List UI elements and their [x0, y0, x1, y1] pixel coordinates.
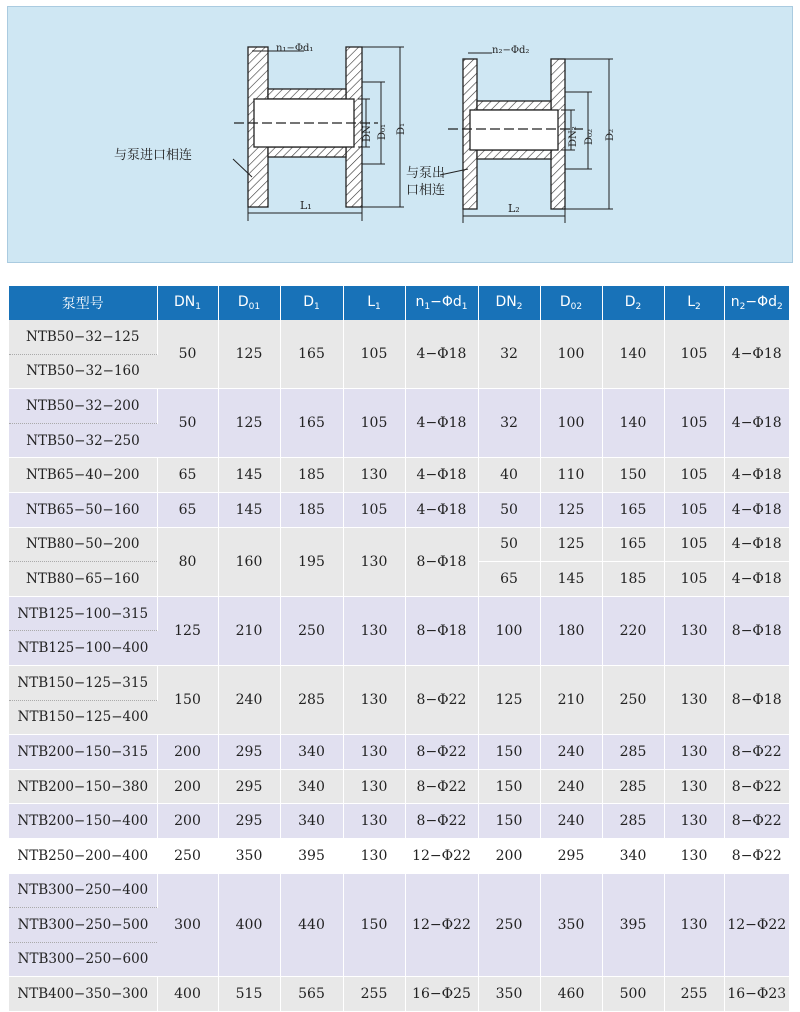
n1d1-cell: 4−Φ18 — [405, 492, 478, 527]
l2-cell: 130 — [664, 596, 724, 665]
l2-cell: 105 — [664, 562, 724, 597]
model-cell: NTB200−150−315 — [9, 735, 157, 770]
d1-cell: 195 — [280, 527, 343, 596]
model-cell: NTB200−150−400 — [9, 804, 157, 839]
n1d1-cell: 4−Φ18 — [405, 389, 478, 458]
l1-cell: 130 — [343, 458, 405, 493]
n2d2-cell: 4−Φ18 — [724, 320, 789, 389]
d02-cell: 350 — [540, 873, 602, 977]
dn2-cell: 50 — [478, 492, 540, 527]
dn2-cell: 50 — [478, 527, 540, 562]
d02-cell: 125 — [540, 527, 602, 562]
d02-cell: 100 — [540, 389, 602, 458]
model-cell: NTB300−250−600 — [9, 942, 157, 977]
model-cell: NTB125−100−315 — [9, 596, 157, 631]
n2d2-cell: 8−Φ22 — [724, 735, 789, 770]
dn1-cell: 200 — [157, 735, 218, 770]
l2-cell: 105 — [664, 320, 724, 389]
model-cell: NTB400−350−300 — [9, 977, 157, 1012]
n2d2-cell: 4−Φ18 — [724, 527, 789, 562]
n1d1-cell: 16−Φ25 — [405, 977, 478, 1012]
l2-label: L₂ — [508, 202, 520, 215]
column-header: $D_2$ — [602, 286, 664, 320]
model-cell: NTB50−32−250 — [9, 423, 157, 458]
table-row — [9, 977, 789, 1012]
model-cell: NTB300−250−500 — [9, 908, 157, 943]
d02-cell: 295 — [540, 838, 602, 873]
column-header: $L_2$ — [664, 286, 724, 320]
table-row — [9, 735, 789, 770]
d2-cell: 140 — [602, 389, 664, 458]
left-hole-label: n₁−Φd₁ — [276, 43, 314, 54]
l1-cell: 130 — [343, 735, 405, 770]
column-header: $n_2-\Phi d_2$ — [724, 286, 789, 320]
d1-cell: 440 — [280, 873, 343, 977]
d01-cell: 515 — [218, 977, 280, 1012]
flange-diagram — [8, 7, 792, 262]
d1-cell: 185 — [280, 492, 343, 527]
dn1-cell: 125 — [157, 596, 218, 665]
d1-cell: 340 — [280, 804, 343, 839]
d02-cell: 145 — [540, 562, 602, 597]
d02-cell: 460 — [540, 977, 602, 1012]
right-hole-label: n₂−Φd₂ — [492, 45, 530, 56]
d2-cell: 285 — [602, 735, 664, 770]
model-cell: NTB50−32−160 — [9, 354, 157, 389]
l2-cell: 105 — [664, 458, 724, 493]
table-row — [9, 769, 789, 804]
model-cell: NTB200−150−380 — [9, 769, 157, 804]
d01-cell: 295 — [218, 769, 280, 804]
l1-cell: 130 — [343, 596, 405, 665]
n1d1-cell: 8−Φ18 — [405, 527, 478, 596]
l2-cell: 130 — [664, 769, 724, 804]
l2-cell: 130 — [664, 735, 724, 770]
d01-cell: 240 — [218, 665, 280, 734]
dn1-cell: 300 — [157, 873, 218, 977]
l1-cell: 150 — [343, 873, 405, 977]
d2-cell: 150 — [602, 458, 664, 493]
l2-cell: 105 — [664, 492, 724, 527]
l2-cell: 255 — [664, 977, 724, 1012]
n1d1-cell: 8−Φ22 — [405, 804, 478, 839]
d01-cell: 295 — [218, 735, 280, 770]
d1-label: D₁ — [396, 122, 407, 135]
n1d1-cell: 8−Φ22 — [405, 769, 478, 804]
table-row — [9, 492, 789, 527]
d2-cell: 140 — [602, 320, 664, 389]
d2-cell: 285 — [602, 769, 664, 804]
d02-cell: 240 — [540, 769, 602, 804]
dn1-cell: 50 — [157, 389, 218, 458]
l1-cell: 105 — [343, 389, 405, 458]
d02-cell: 210 — [540, 665, 602, 734]
d2-cell: 395 — [602, 873, 664, 977]
column-header: 泵型号 — [9, 286, 157, 320]
d01-cell: 210 — [218, 596, 280, 665]
column-header: $D_{01}$ — [218, 286, 280, 320]
d02-cell: 240 — [540, 735, 602, 770]
model-cell: NTB80−65−160 — [9, 562, 157, 597]
dn1-cell: 200 — [157, 769, 218, 804]
spec-table — [9, 286, 789, 1012]
d1-cell: 165 — [280, 389, 343, 458]
n2d2-cell: 4−Φ18 — [724, 562, 789, 597]
model-cell: NTB50−32−125 — [9, 320, 157, 354]
l1-cell: 105 — [343, 492, 405, 527]
d01-cell: 145 — [218, 458, 280, 493]
d02-cell: 110 — [540, 458, 602, 493]
d02-cell: 125 — [540, 492, 602, 527]
l1-cell: 255 — [343, 977, 405, 1012]
d01-cell: 350 — [218, 838, 280, 873]
d01-cell: 160 — [218, 527, 280, 596]
n2d2-cell: 16−Φ23 — [724, 977, 789, 1012]
l2-cell: 130 — [664, 804, 724, 839]
dn2-cell: 350 — [478, 977, 540, 1012]
model-cell: NTB125−100−400 — [9, 631, 157, 666]
n1d1-cell: 4−Φ18 — [405, 458, 478, 493]
table-row — [9, 873, 789, 908]
d01-cell: 145 — [218, 492, 280, 527]
model-cell: NTB65−50−160 — [9, 492, 157, 527]
dn1-cell: 250 — [157, 838, 218, 873]
n2d2-cell: 8−Φ22 — [724, 769, 789, 804]
n2d2-cell: 12−Φ22 — [724, 873, 789, 977]
model-cell: NTB150−125−400 — [9, 700, 157, 735]
table-row — [9, 320, 789, 354]
table-row — [9, 804, 789, 839]
l1-cell: 130 — [343, 665, 405, 734]
d01-cell: 125 — [218, 320, 280, 389]
n2d2-cell: 8−Φ18 — [724, 596, 789, 665]
n1d1-cell: 12−Φ22 — [405, 873, 478, 977]
column-header: $D_1$ — [280, 286, 343, 320]
column-header: $n_1-\Phi d_1$ — [405, 286, 478, 320]
diagram-panel — [7, 6, 793, 263]
outlet-label-line1: 与泵出 — [406, 166, 446, 181]
d1-cell: 250 — [280, 596, 343, 665]
l2-cell: 130 — [664, 838, 724, 873]
d2-label: D₂ — [605, 128, 616, 141]
table-row — [9, 596, 789, 631]
model-cell: NTB50−32−200 — [9, 389, 157, 424]
model-cell: NTB65−40−200 — [9, 458, 157, 493]
d2-cell: 220 — [602, 596, 664, 665]
d1-cell: 395 — [280, 838, 343, 873]
d01-label: D₀₁ — [377, 123, 388, 140]
d1-cell: 565 — [280, 977, 343, 1012]
dn1-cell: 400 — [157, 977, 218, 1012]
d1-cell: 285 — [280, 665, 343, 734]
column-header: $D_{02}$ — [540, 286, 602, 320]
n1d1-cell: 8−Φ22 — [405, 735, 478, 770]
l2-cell: 130 — [664, 873, 724, 977]
n1d1-cell: 12−Φ22 — [405, 838, 478, 873]
inlet-label: 与泵进口相连 — [114, 148, 193, 163]
table-row — [9, 527, 789, 562]
l1-cell: 130 — [343, 769, 405, 804]
d2-cell: 500 — [602, 977, 664, 1012]
l1-cell: 130 — [343, 804, 405, 839]
dn2-cell: 125 — [478, 665, 540, 734]
n2d2-cell: 8−Φ22 — [724, 804, 789, 839]
n1d1-cell: 8−Φ18 — [405, 596, 478, 665]
dn1-cell: 200 — [157, 804, 218, 839]
d1-cell: 185 — [280, 458, 343, 493]
l1-cell: 130 — [343, 838, 405, 873]
outlet-label-line2: 口相连 — [406, 183, 446, 198]
d01-cell: 125 — [218, 389, 280, 458]
dn1-cell: 80 — [157, 527, 218, 596]
column-header: $DN_1$ — [157, 286, 218, 320]
dn1-cell: 50 — [157, 320, 218, 389]
model-cell: NTB150−125−315 — [9, 665, 157, 700]
n2d2-cell: 4−Φ18 — [724, 458, 789, 493]
table-row — [9, 838, 789, 873]
model-cell: NTB250−200−400 — [9, 838, 157, 873]
l2-cell: 105 — [664, 389, 724, 458]
model-cell: NTB80−50−200 — [9, 527, 157, 562]
l2-cell: 105 — [664, 527, 724, 562]
dn2-cell: 200 — [478, 838, 540, 873]
d1-cell: 340 — [280, 735, 343, 770]
dn2-cell: 32 — [478, 320, 540, 389]
d02-cell: 240 — [540, 804, 602, 839]
d02-cell: 180 — [540, 596, 602, 665]
d02-label: D₀₂ — [584, 128, 595, 145]
dn2-cell: 100 — [478, 596, 540, 665]
dn1-cell: 65 — [157, 492, 218, 527]
l1-cell: 105 — [343, 320, 405, 389]
dn2-cell: 250 — [478, 873, 540, 977]
column-header: $L_1$ — [343, 286, 405, 320]
column-header: $DN_2$ — [478, 286, 540, 320]
dn2-cell: 40 — [478, 458, 540, 493]
l1-cell: 130 — [343, 527, 405, 596]
dn1-label: DN₁ — [362, 121, 373, 142]
table-row — [9, 458, 789, 493]
n2d2-cell: 4−Φ18 — [724, 492, 789, 527]
dn1-cell: 150 — [157, 665, 218, 734]
table-row — [9, 665, 789, 700]
dn2-cell: 65 — [478, 562, 540, 597]
dn2-cell: 32 — [478, 389, 540, 458]
d1-cell: 340 — [280, 769, 343, 804]
d01-cell: 295 — [218, 804, 280, 839]
n2d2-cell: 8−Φ18 — [724, 665, 789, 734]
n2d2-cell: 4−Φ18 — [724, 389, 789, 458]
d2-cell: 165 — [602, 527, 664, 562]
d2-cell: 185 — [602, 562, 664, 597]
table-row — [9, 389, 789, 424]
n2d2-cell: 8−Φ22 — [724, 838, 789, 873]
model-cell: NTB300−250−400 — [9, 873, 157, 908]
d2-cell: 340 — [602, 838, 664, 873]
d2-cell: 250 — [602, 665, 664, 734]
l1-label: L₁ — [300, 199, 312, 212]
table-header-row — [9, 286, 789, 320]
d2-cell: 285 — [602, 804, 664, 839]
d2-cell: 165 — [602, 492, 664, 527]
dn2-cell: 150 — [478, 735, 540, 770]
d01-cell: 400 — [218, 873, 280, 977]
table-body — [9, 320, 789, 1011]
d1-cell: 165 — [280, 320, 343, 389]
n1d1-cell: 8−Φ22 — [405, 665, 478, 734]
d02-cell: 100 — [540, 320, 602, 389]
dn1-cell: 65 — [157, 458, 218, 493]
dn2-cell: 150 — [478, 769, 540, 804]
dn2-label: DN₂ — [568, 126, 579, 147]
n1d1-cell: 4−Φ18 — [405, 320, 478, 389]
dn2-cell: 150 — [478, 804, 540, 839]
l2-cell: 130 — [664, 665, 724, 734]
